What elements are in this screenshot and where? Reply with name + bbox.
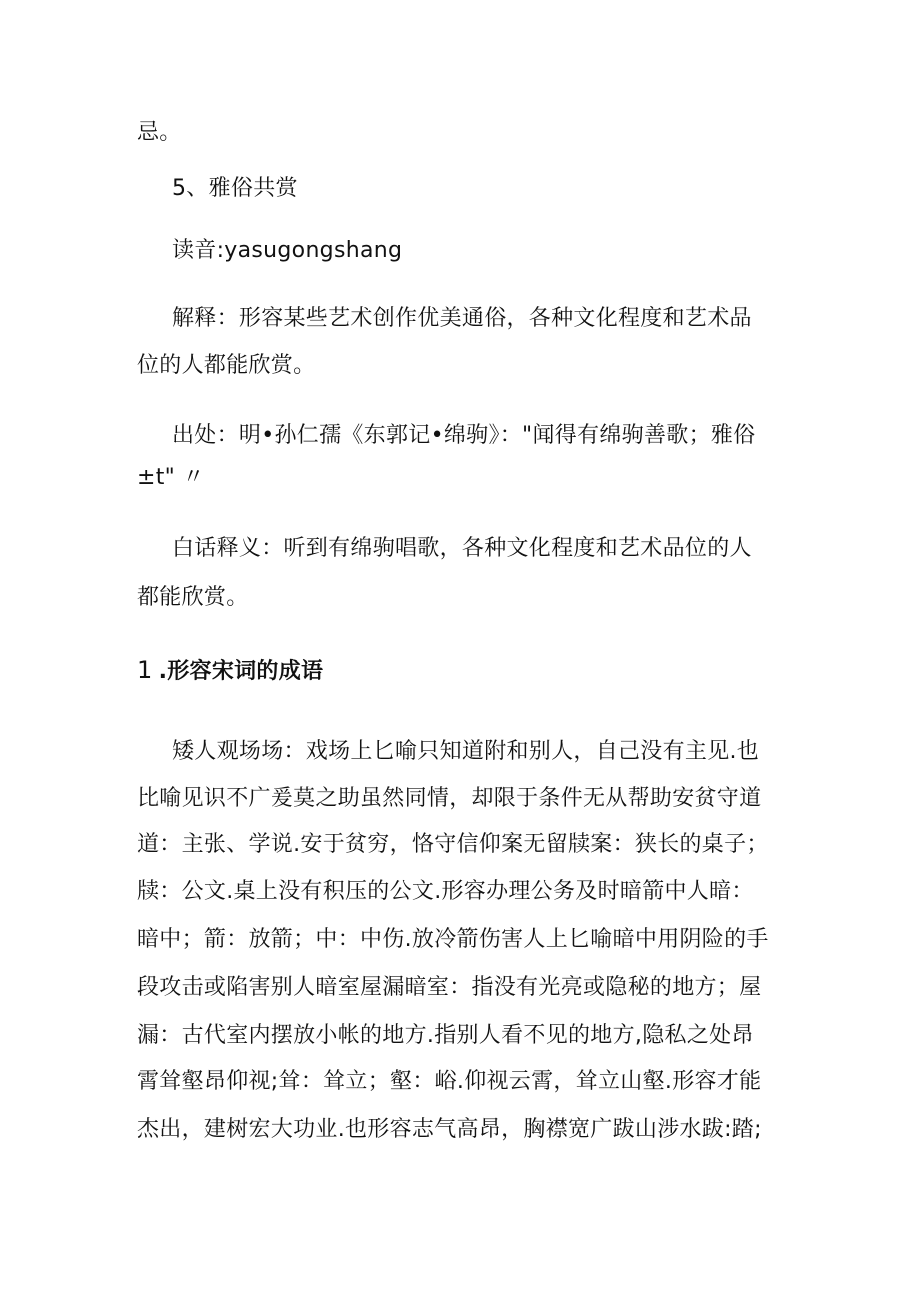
paragraph-line: 段攻击或陷害别人暗室屋漏暗室：指没有光亮或隐秘的地方；屋 xyxy=(137,975,762,1000)
paragraph-line: 矮人观场场：戏场上匕喻只知道附和别人，自己没有主见.也 xyxy=(172,739,760,764)
pronunciation-line: 读音:yasugongshang xyxy=(172,238,403,263)
paragraph-line: 忌。 xyxy=(137,120,182,145)
paragraph-line: 出处：明•孙仁孺《东郭记•绵驹》："闻得有绵驹善歌；雅俗 xyxy=(172,423,756,448)
paragraph-line: 霄耸壑昂仰视;耸：耸立；壑：峪.仰视云霄，耸立山壑.形容才能 xyxy=(137,1069,762,1094)
paragraph-line: 牍：公文.桌上没有积压的公文.形容办理公务及时暗箭中人暗： xyxy=(137,879,754,904)
paragraph-line: 位的人都能欣赏。 xyxy=(137,353,316,378)
paragraph-line: ±t" 〃 xyxy=(137,465,205,490)
section-heading xyxy=(137,655,797,687)
paragraph-line: 漏：古代室内摆放小帐的地方.指别人看不见的地方,隐私之处昂 xyxy=(137,1023,754,1048)
paragraph-line: 都能欣赏。 xyxy=(137,585,249,610)
paragraph-line: 解释：形容某些艺术创作优美通俗，各种文化程度和艺术品 xyxy=(172,306,752,331)
section-title: 5、雅俗共赏 xyxy=(172,176,298,201)
paragraph-line: 暗中；箭：放箭；中：中伤.放冷箭伤害人上匕喻暗中用阴险的手 xyxy=(137,927,769,952)
paragraph-line: 比喻见识不广爰莫之助虽然同情，却限于条件无从帮助安贫守道 xyxy=(137,786,762,811)
heading-text: .形容宋词的成语 xyxy=(158,659,324,684)
heading-number: 1 xyxy=(137,656,153,684)
paragraph-line: 杰出，建树宏大功业.也形容志气高昂，胸襟宽广跋山涉水跋:踏; xyxy=(137,1117,762,1142)
paragraph-line: 道：主张、学说.安于贫穷，恪守信仰案无留牍案：狭长的桌子； xyxy=(137,832,769,857)
paragraph-line: 白话释义：听到有绵驹唱歌，各种文化程度和艺术品位的人 xyxy=(172,536,752,561)
